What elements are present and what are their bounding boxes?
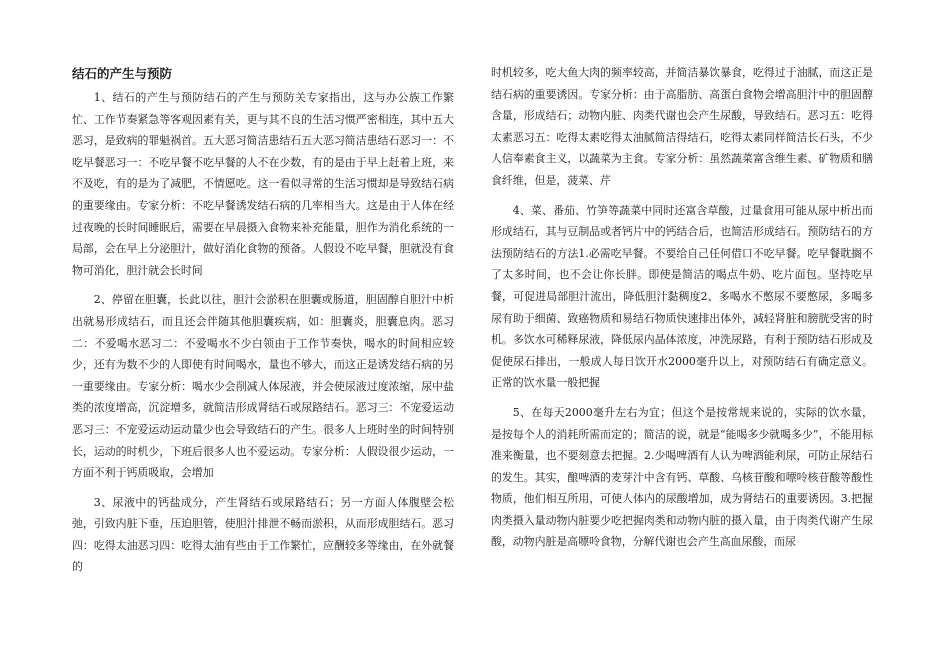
paragraph-4: 4、菜、番茄、竹笋等蔬菜中同时还富含草酸，过量食用可能从尿中析出而形成结石，其与豆制品或者钙片中的钙结合后，也简洁形成结石。预防结石的方法预防结石的方法1.必需吃早餐。不要给自己任何借口不吃早餐。吃早餐耽搁不了太多时间，也不会让你长胖。即使是简洁的喝点牛奶、吃片面包。坚持吃早餐，可促进局部胆汁流出，降低胆汁黏稠度2、多喝水不憋尿不要憋尿，多喝多尿有助于细菌、致癌物质和易结石物质快速排出体外，减轻肾脏和膀胱受害的时机。多饮水可稀释尿液，降低尿内晶体浓度，冲洗尿路，有利于预防结石形成及促使尿石排出，一般成人每日饮开水2000毫升以上，对预防结石有确定意义。正常的饮水量一般把握 [491,203,873,390]
paragraph-3-continued: 时机较多，吃大鱼大肉的频率较高，并简洁暴饮暴食，吃得过于油腻，而这正是结石病的重要诱因。专家分析：由于高脂肪、高蛋白食物会增高胆汁中的胆固醇含量，形成结石；动物内脏、肉类代谢也会产生尿酸，导致结石。恶习五：吃得太素恶习五：吃得太素吃得太油腻简洁得结石，吃得太素同样简洁长石头，不少人信奉素食主义，以蔬菜为主食。专家分析：虽然蔬菜富含维生素、矿物质和膳食纤维，但是，菠菜、芹 [491,66,873,187]
right-column [491,62,873,561]
paragraph-3: 3、尿液中的钙盐成分，产生肾结石或尿路结石；另一方面人体腹壁会松弛，引致内脏下垂，压迫胆管，使胆汁排泄不畅而淤积，从而形成胆结石。恶习四：吃得太油恶习四：吃得太油有些由于工作繁忙，应酬较多等缘由，在外就餐的 [72,495,454,574]
paragraph-2: 2、停留在胆囊，长此以往，胆汁会淤积在胆囊或肠道，胆固醇自胆汁中析出就易形成结石，而且还会伴随其他胆囊疾病，如：胆囊炎，胆囊息肉。恶习二：不爱喝水恶习二：不爱喝水不少白领由于工作节奏快，喝水的时间相应较少，还有为数不少的人即使有时间喝水，量也不够大，而这正是诱发结石病的另一重要缘由。专家分析：喝水少会削减人体尿液，并会使尿液过度浓缩，尿中盐类的浓度增高，沉淀增多，就简洁形成肾结石或尿路结石。恶习三：不宠爱运动恶习三：不宠爱运动运动量少也会导致结石的产生。很多人上班时坐的时间特别长，运动的时机少，下班后很多人也不爱运动。专家分析：人假设很少运动，一方面不利于钙质吸取，会增加 [72,293,454,480]
paragraph-1: 1、结石的产生与预防结石的产生与预防关专家指出，这与办公族工作繁忙、工作节奏紧急等客观因素有关，更与其不良的生活习惯严密相连，其中五大恶习，是致病的罪魁祸首。五大恶习简洁患结石五大恶习简洁患结石恶习一：不吃早餐恶习一：不吃早餐不吃早餐的人不在少数，有的是由于早上赶着上班，来不及吃，有的是为了减肥，不情愿吃。这一看似寻常的生活习惯却是导致结石病的重要缘由。专家分析：不吃早餐诱发结石病的几率相当大。这是由于人体在经过夜晚的长时间睡眠后，需要在早晨摄入食物来补充能量，胆作为消化系统的一局部，会在早上分泌胆汁，做好消化食物的预备。人假设不吃早餐，胆就没有食物可消化，胆汁就会长时间 [72,91,454,277]
paragraph-5: 5、在每天2000毫升左右为宜；但这个是按常规来说的，实际的饮水量，是按每个人的消耗所需而定的；简洁的说，就是“能喝多少就喝多少”，不能用标准来衡量，也不要刻意去把握。2.少喝啤酒有人认为啤酒能利尿，可防止尿结石的发生。其实，酿啤酒的麦芽汁中含有钙、草酸、乌核苷酸和嘌呤核苷酸等酸性物质，他们相互所用，可使人体内的尿酸增加，成为肾结石的重要诱因。3.把握肉类摄入量动物内脏要少吃把握肉类和动物内脏的摄入量，由于肉类代谢产生尿酸，动物内脏是高嘌呤食物，分解代谢也会产生高血尿酸，而尿 [491,405,873,549]
document-title: 结石的产生与预防 [72,66,173,81]
left-column [72,62,454,586]
